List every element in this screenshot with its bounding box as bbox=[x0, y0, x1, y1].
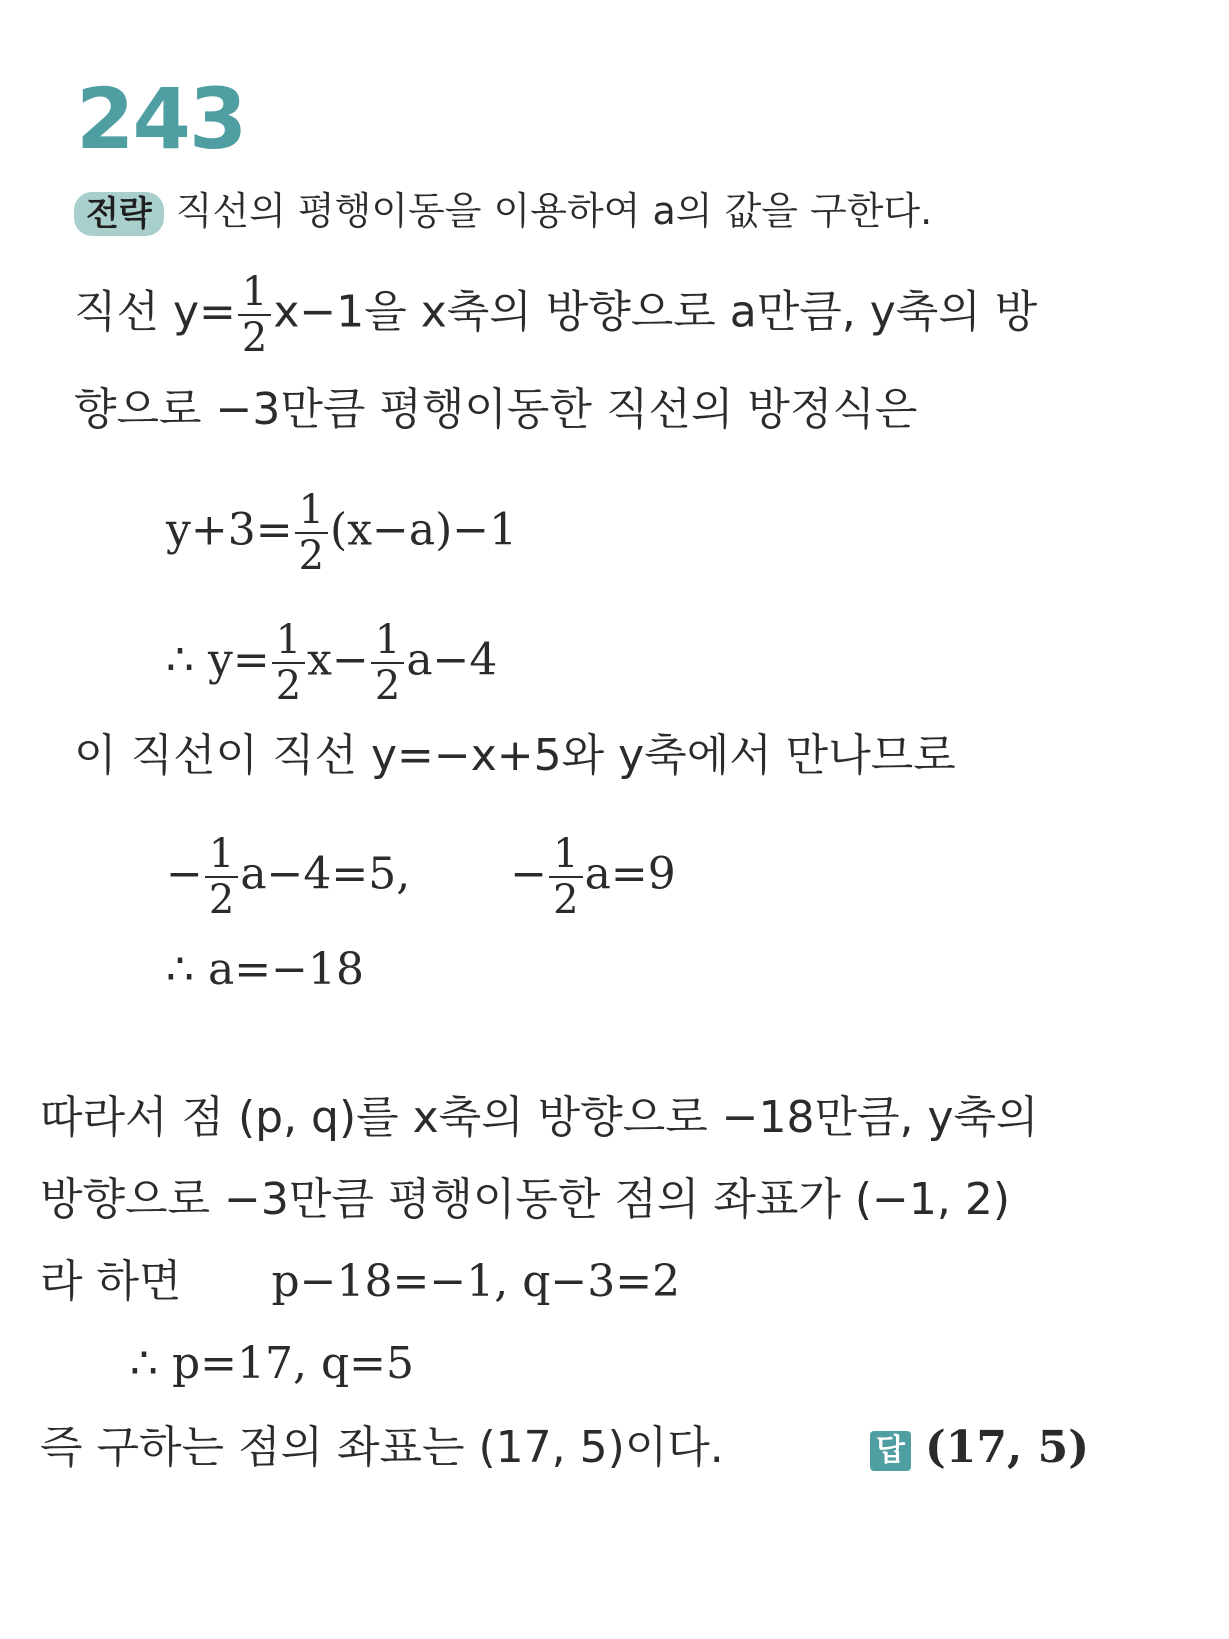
solution-line-2: 향으로 −3만큼 평행이동한 직선의 방정식은 bbox=[74, 384, 918, 435]
strategy-line bbox=[74, 180, 932, 236]
answer bbox=[870, 1418, 1089, 1478]
solution-line-3: 이 직선이 직선 y=−x+5와 y축에서 만나므로 bbox=[74, 730, 956, 781]
text-segment: x−1을 x축의 방향으로 a만큼, y축의 방 bbox=[273, 286, 1038, 338]
strategy-badge: 전략 bbox=[74, 192, 164, 236]
equation-5: ∴ p=17, q=5 bbox=[130, 1338, 415, 1389]
solution-line-4: 따라서 점 (p, q)를 x축의 방향으로 −18만큼, y축의 bbox=[40, 1092, 1039, 1143]
answer-value: (17, 5) bbox=[924, 1422, 1090, 1473]
answer-badge: 답 bbox=[870, 1431, 911, 1471]
equation-2: ∴ y= $\frac{1}{2}$ x− $\frac{1}{2}$ a−4 bbox=[166, 617, 498, 709]
equation-3: − $\frac{1}{2}$ a−4=5, − $\frac{1}{2}$ a=9 bbox=[166, 831, 676, 923]
equation-4: ∴ a=−18 bbox=[166, 944, 364, 995]
equation-1: y+3= $\frac{1}{2}$ (x−a)−1 bbox=[166, 487, 518, 579]
fraction: $\frac{1}{2}$ bbox=[205, 832, 238, 922]
problem-number: 243 bbox=[76, 70, 246, 168]
fraction: $\frac{1}{2}$ bbox=[549, 832, 582, 922]
solution-line-5: 방향으로 −3만큼 평행이동한 점의 좌표가 (−1, 2) bbox=[40, 1174, 1011, 1225]
strategy-text: 직선의 평행이동을 이용하여 a의 값을 구한다. bbox=[175, 189, 933, 233]
fraction: $\frac{1}{2}$ bbox=[371, 618, 404, 708]
solution-line-6: 라 하면 p−18=−1, q−3=2 bbox=[40, 1256, 681, 1307]
fraction: $\frac{1}{2}$ bbox=[295, 488, 328, 578]
text-segment: 직선 y= bbox=[74, 286, 236, 338]
fraction: $\frac{1}{2}$ bbox=[238, 270, 271, 360]
solution-line-7: 즉 구하는 점의 좌표는 (17, 5)이다. bbox=[40, 1422, 724, 1473]
solution-line-1 bbox=[74, 270, 1037, 360]
fraction: $\frac{1}{2}$ bbox=[272, 618, 305, 708]
